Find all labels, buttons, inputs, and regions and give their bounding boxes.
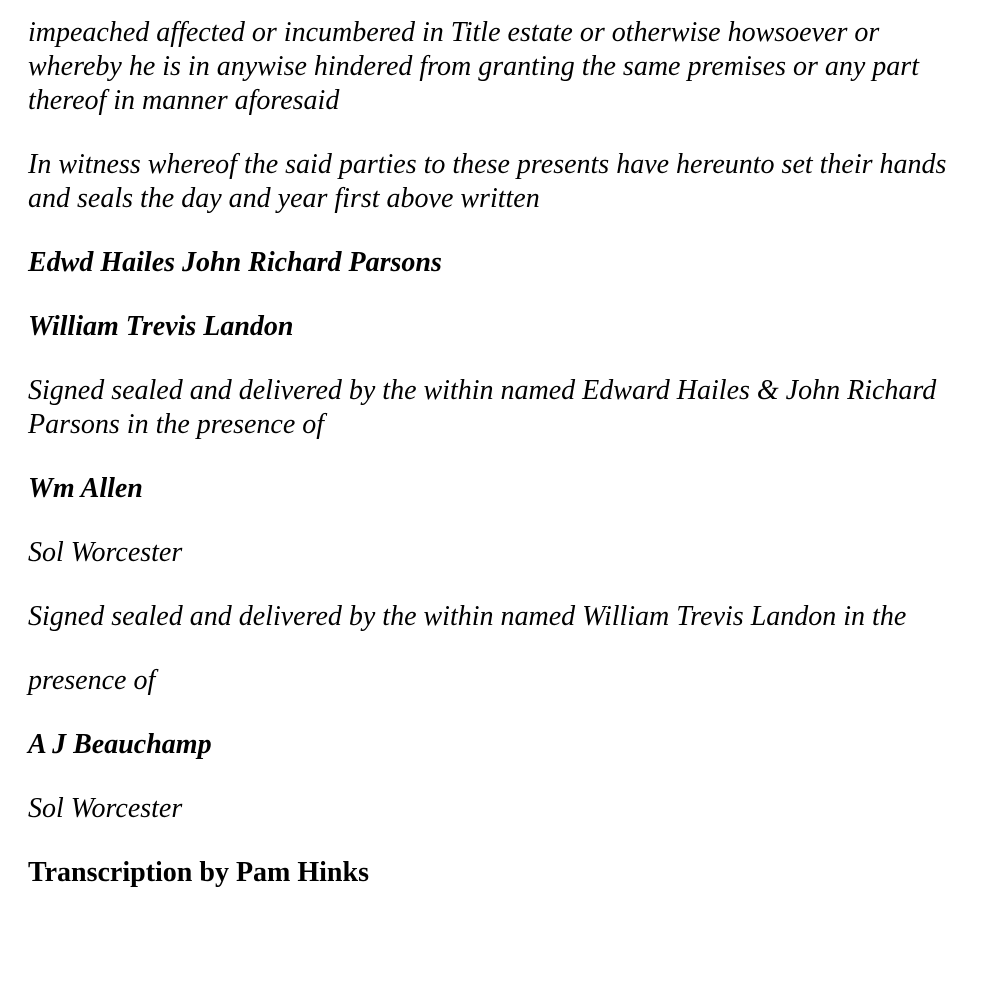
- attestation-continuation: presence of: [28, 665, 156, 696]
- attestation-paragraph: Signed sealed and delivered by the within named Edward Hailes & John Richard Parsons in the presence of: [28, 375, 937, 440]
- witness-occupation: Sol Worcester: [28, 537, 183, 568]
- deed-clause-paragraph: impeached affected or incumbered in Title estate or otherwise howsoever or whereby he is in anywise hindered from granting the same premises or any part thereof in manner aforesaid: [28, 17, 919, 116]
- attestation-paragraph: Signed sealed and delivered by the within named William Trevis Landon in the: [28, 601, 907, 632]
- transcription-credit: Transcription by Pam Hinks: [28, 857, 369, 888]
- signatories-line: Edwd Hailes John Richard Parsons: [28, 247, 442, 278]
- witness-occupation: Sol Worcester: [28, 793, 183, 824]
- witness-name: Wm Allen: [28, 473, 143, 504]
- signatory-line: William Trevis Landon: [28, 311, 294, 342]
- witness-name: A J Beauchamp: [28, 729, 212, 760]
- witness-clause-paragraph: In witness whereof the said parties to these presents have hereunto set their hands and seals the day and year first above written: [28, 149, 947, 214]
